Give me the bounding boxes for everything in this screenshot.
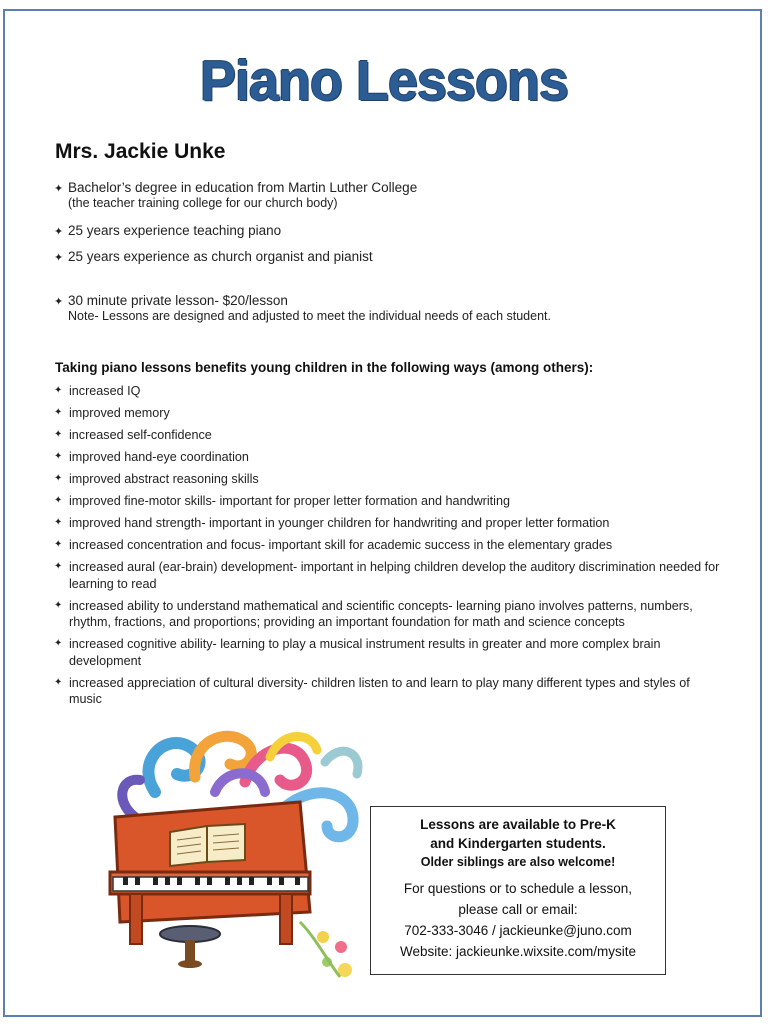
benefit-item [54, 405, 724, 422]
benefit-text: increased concentration and focus- important skill for academic success in the elementary grades [69, 538, 613, 552]
benefit-item [54, 493, 724, 510]
benefits-heading: Taking piano lessons benefits young children in the following ways (among others): [55, 360, 594, 375]
questions-line: For questions or to schedule a lesson, [403, 881, 633, 896]
contact-phone-email: 702-333-3046 / jackieunke@juno.com [404, 923, 632, 938]
four-point-star-icon: ✦ [54, 599, 63, 611]
four-point-star-icon: ✦ [54, 226, 64, 238]
benefit-item [54, 636, 724, 669]
benefit-item [54, 675, 724, 708]
page-title: Piano Lessons [199, 49, 569, 113]
teacher-name: Mrs. Jackie Unke [55, 140, 226, 163]
benefit-item [54, 427, 724, 444]
credential-text: 25 years experience teaching piano [68, 223, 282, 238]
four-point-star-icon: ✦ [54, 429, 63, 440]
benefit-item [54, 515, 724, 532]
four-point-star-icon: ✦ [54, 539, 63, 550]
benefit-text: increased ability to understand mathematical and scientific concepts- learning piano involves patterns, numbers, rhythm, fractions, and proportions; providing an important foundation for math and science concepts [69, 598, 693, 629]
four-point-star-icon: ✦ [54, 473, 63, 484]
benefit-text: increased aural (ear-brain) development- important in helping children develop the auditory discrimination needed for learning to read [69, 560, 720, 591]
credential-item [54, 223, 281, 238]
credential-text: 25 years experience as church organist and pianist [68, 249, 373, 264]
benefit-text: improved abstract reasoning skills [69, 472, 259, 486]
benefit-text: increased cognitive ability- learning to play a musical instrument results in greater and more complex brain development [69, 637, 661, 668]
benefit-item [54, 471, 724, 488]
contact-prompt: please call or email: [458, 902, 578, 917]
piano-with-colorful-swirls-illustration [95, 722, 365, 982]
benefits-list [54, 383, 724, 713]
benefit-text: improved hand strength- important in younger children for handwriting and proper letter formation [69, 516, 610, 530]
benefit-text: improved fine-motor skills- important for proper letter formation and handwriting [69, 494, 510, 508]
four-point-star-icon: ✦ [54, 183, 64, 195]
availability-line: Lessons are available to Pre-K [420, 817, 616, 832]
availability-line: and Kindergarten students. [430, 836, 606, 851]
siblings-line: Older siblings are also welcome! [420, 855, 616, 869]
four-point-star-icon: ✦ [54, 252, 64, 264]
four-point-star-icon: ✦ [54, 517, 63, 528]
benefit-text: improved hand-eye coordination [69, 450, 249, 464]
info-box [370, 806, 666, 975]
benefit-text: increased appreciation of cultural diversity- children listen to and learn to play many different types and styles of music [69, 675, 690, 706]
lesson-price-item [54, 293, 551, 323]
four-point-star-icon: ✦ [54, 676, 63, 688]
credential-item [54, 180, 417, 210]
benefit-text: improved memory [69, 406, 170, 420]
four-point-star-icon: ✦ [54, 495, 63, 506]
credential-item [54, 249, 373, 264]
lesson-price-text: 30 minute private lesson- $20/lesson [68, 293, 288, 308]
credential-subtext: (the teacher training college for our church body) [68, 196, 338, 210]
credential-text: Bachelor’s degree in education from Martin Luther College [68, 180, 418, 195]
website-line: Website: jackieunke.wixsite.com/mysite [399, 944, 637, 959]
four-point-star-icon: ✦ [54, 385, 63, 396]
four-point-star-icon: ✦ [54, 561, 63, 572]
four-point-star-icon: ✦ [54, 296, 64, 308]
benefit-text: increased self-confidence [69, 428, 212, 442]
benefit-item [54, 449, 724, 466]
benefit-item [54, 383, 724, 400]
benefit-item [54, 537, 724, 554]
benefit-item [54, 559, 724, 592]
four-point-star-icon: ✦ [54, 451, 63, 462]
benefit-item [54, 598, 724, 631]
benefit-text: increased IQ [69, 384, 141, 398]
four-point-star-icon: ✦ [54, 638, 63, 649]
lesson-note: Note- Lessons are designed and adjusted to meet the individual needs of each student. [68, 309, 551, 323]
four-point-star-icon: ✦ [54, 407, 63, 418]
